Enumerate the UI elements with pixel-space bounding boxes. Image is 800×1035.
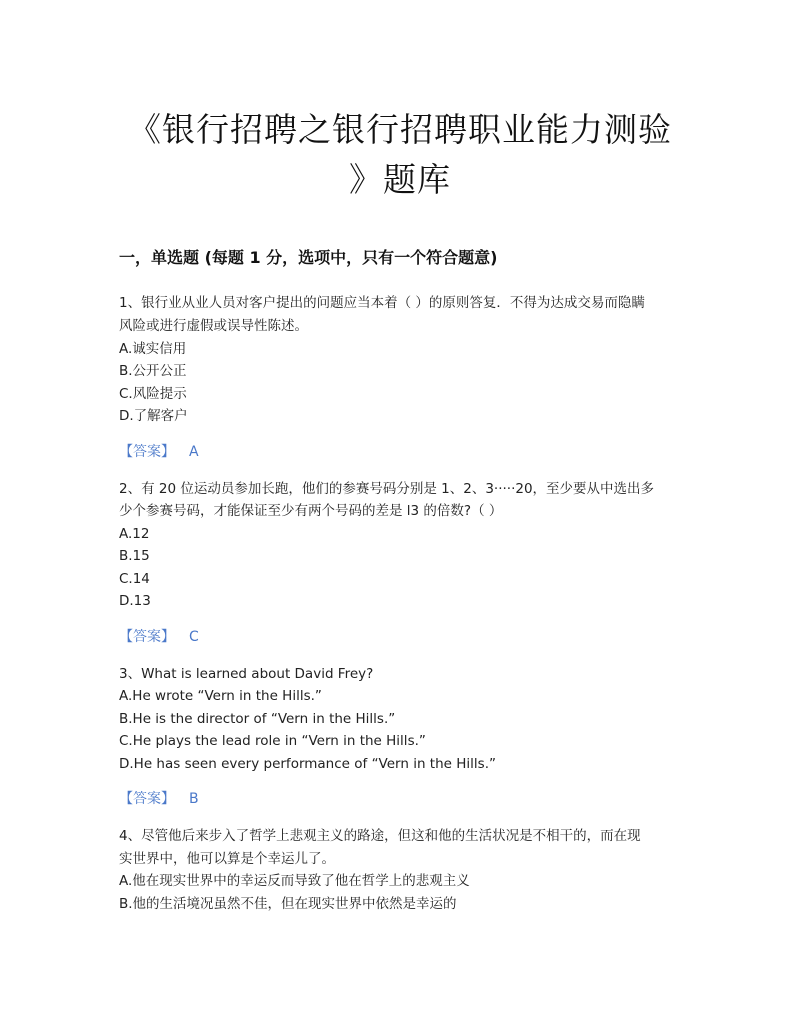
question-2-option-b: B.15 [119,548,150,564]
answer-value: B [189,791,199,807]
question-4-stem-line-2: 实世界中，他可以算是个幸运儿了。 [119,851,335,867]
question-2-option-c: C.14 [119,571,150,587]
answer-label: 【答案】 [119,629,175,645]
question-3-stem-line-1: 3、What is learned about David Frey? [119,666,374,682]
question-4-option-a: A.他在现实世界中的幸运反而导致了他在哲学上的悲观主义 [119,873,470,889]
question-1-option-c: C.风险提示 [119,386,187,402]
question-3-answer [119,788,199,810]
question-2-stem-line-1: 2、有 20 位运动员参加长跑，他们的参赛号码分别是 1、2、3·····20，至少要从中选出多 [119,481,655,497]
question-2-option-d: D.13 [119,593,151,609]
question-4-option-b: B.他的生活境况虽然不佳，但在现实世界中依然是幸运的 [119,896,457,912]
question-2-stem-line-2: 少个参赛号码，才能保证至少有两个号码的差是 l3 的倍数?（ ） [119,503,503,519]
question-2-option-a: A.12 [119,526,150,542]
question-1-option-a: A.诚实信用 [119,341,187,357]
question-1-option-d: D.了解客户 [119,408,188,424]
question-4-stem-line-1: 4、尽管他后来步入了哲学上悲观主义的路途，但这和他的生活状况是不相干的，而在现 [119,828,641,844]
answer-value: C [189,629,199,645]
question-2-answer [119,626,199,648]
section-heading: 一，单选题 (每题 1 分，选项中，只有一个符合题意) [119,248,498,267]
answer-label: 【答案】 [119,444,175,460]
question-3-option-b: B.He is the director of “Vern in the Hills.” [119,711,396,727]
question-1-answer [119,441,199,463]
question-1-stem-line-1: 1、银行业从业人员对客户提出的问题应当本着（ ）的原则答复．不得为达成交易而隐瞒 [119,295,645,311]
document-title-line-2: 》题库 [349,160,451,199]
question-3-option-a: A.He wrote “Vern in the Hills.” [119,688,322,704]
answer-label: 【答案】 [119,791,175,807]
document-title-line-1: 《银行招聘之银行招聘职业能力测验 [128,110,672,149]
question-3-option-d: D.He has seen every performance of “Vern in the Hills.” [119,756,496,772]
question-3-option-c: C.He plays the lead role in “Vern in the Hills.” [119,733,426,749]
question-1-option-b: B.公开公正 [119,363,187,379]
answer-value: A [189,444,199,460]
question-1-stem-line-2: 风险或进行虚假或误导性陈述。 [119,318,308,334]
